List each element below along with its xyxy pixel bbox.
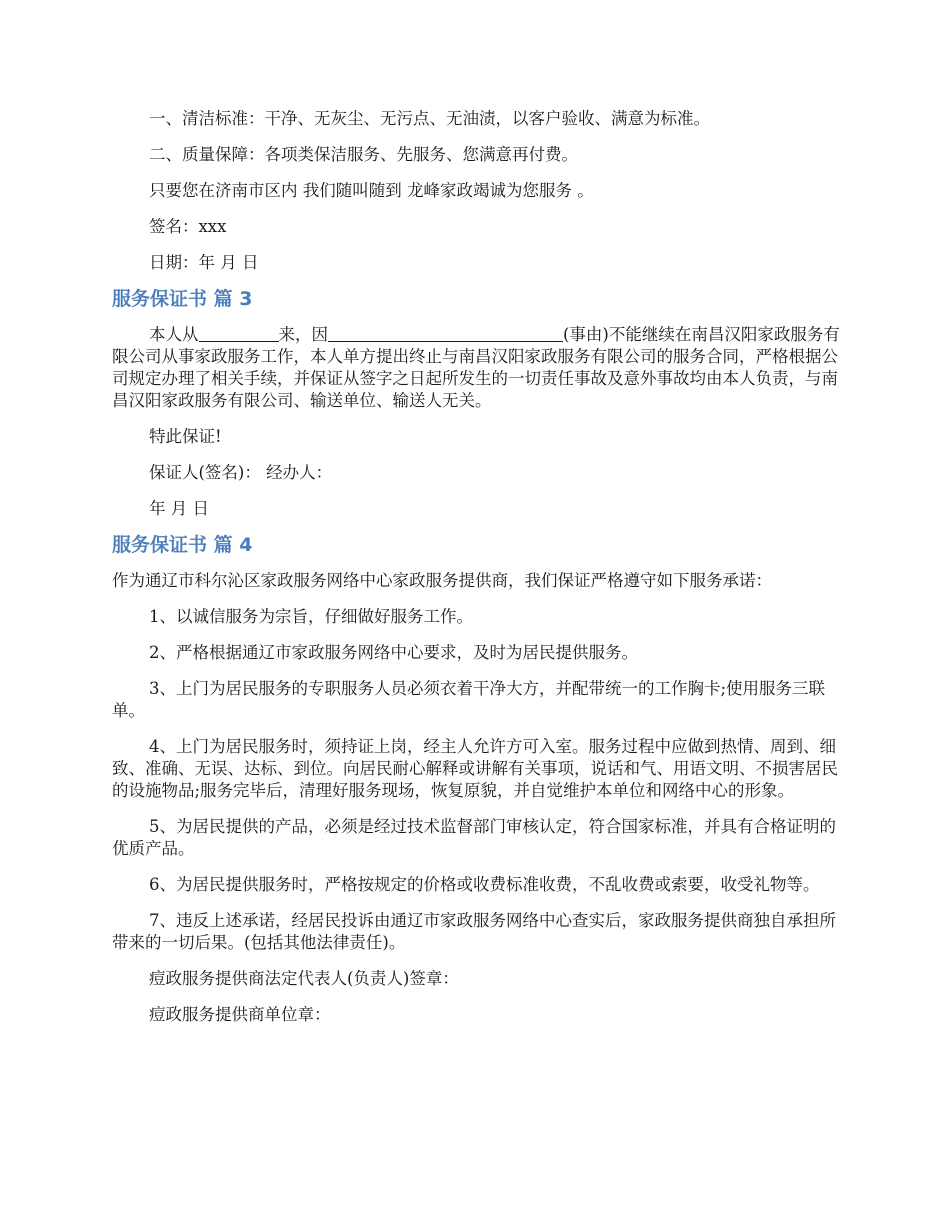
- list-item: 4、上门为居民服务时，须持证上岗，经主人允许方可入室。服务过程中应做到热情、周到、细致、准确、无误、达标、到位。向居民耐心解释或讲解有关事项，说话和气、用语文明、不损害居民的设施物品;服务完毕后，清理好服务现场，恢复原貌，并自觉维护本单位和网络中心的形象。: [112, 737, 838, 800]
- representative-sign-line: 痘政服务提供商法定代表人(负责人)签章：: [149, 969, 459, 988]
- list-item: 3、上门为居民服务的专职服务人员必须衣着干净大方，并配带统一的工作胸卡;使用服务三联单。: [112, 679, 826, 720]
- document-page: [112, 108, 840, 1026]
- date-line: 日期：年 月 日: [149, 253, 259, 272]
- hereby-line: 特此保证!: [149, 427, 222, 446]
- list-item: 1、以诚信服务为宗旨，仔细做好服务工作。: [149, 607, 473, 626]
- para-prefix: 本人从: [149, 325, 199, 344]
- section3-paragraph: [112, 324, 840, 412]
- list-item: 6、为居民提供服务时，严格按规定的价格或收费标准收费，不乱收费或索要，收受礼物等。: [149, 875, 820, 894]
- list-item: 5、为居民提供的产品，必须是经过技术监督部门审核认定，符合国家标准，并具有合格证明的优质产品。: [112, 817, 836, 858]
- section3-title: 服务保证书 篇 3: [112, 288, 253, 310]
- section4-intro: 作为通辽市科尔沁区家政服务网络中心家政服务提供商，我们保证严格遵守如下服务承诺：: [112, 571, 772, 590]
- blank-field-reason: [328, 325, 563, 342]
- para-mid: 来，因: [278, 325, 328, 344]
- section3-date-line: 年 月 日: [149, 499, 209, 518]
- section4-title: 服务保证书 篇 4: [112, 534, 253, 556]
- quality-line: 二、质量保障：各项类保洁服务、先服务、您满意再付费。: [149, 145, 578, 164]
- promise-line: 只要您在济南市区内 我们随叫随到 龙峰家政竭诚为您服务 。: [149, 181, 594, 200]
- blank-field-source: [199, 325, 279, 342]
- list-item: 7、违反上述承诺，经居民投诉由通辽市家政服务网络中心查实后，家政服务提供商独自承担所带来的一切后果。(包括其他法律责任)。: [112, 911, 836, 952]
- para-rest: (事由)不能继续在南昌汉阳家政服务有限公司从事家政服务工作，本人单方提出终止与南昌汉阳家政服务有限公司的服务合同，严格根据公司规定办理了相关手续，并保证从签字之日起所发生的一切责任事故及意外事故均由本人负责，与南昌汉阳家政服务有限公司、输送单位、输送人无关。: [112, 325, 840, 410]
- list-item: 2、严格根据通辽市家政服务网络中心要求，及时为居民提供服务。: [149, 643, 638, 662]
- unit-seal-line: 痘政服务提供商单位章：: [149, 1005, 331, 1024]
- signature-line: 签名：xxx: [149, 217, 227, 236]
- guarantor-line: 保证人(签名)： 经办人：: [149, 463, 333, 482]
- clean-standard-line: 一、清洁标准：干净、无灰尘、无污点、无油渍，以客户验收、满意为标准。: [149, 109, 710, 128]
